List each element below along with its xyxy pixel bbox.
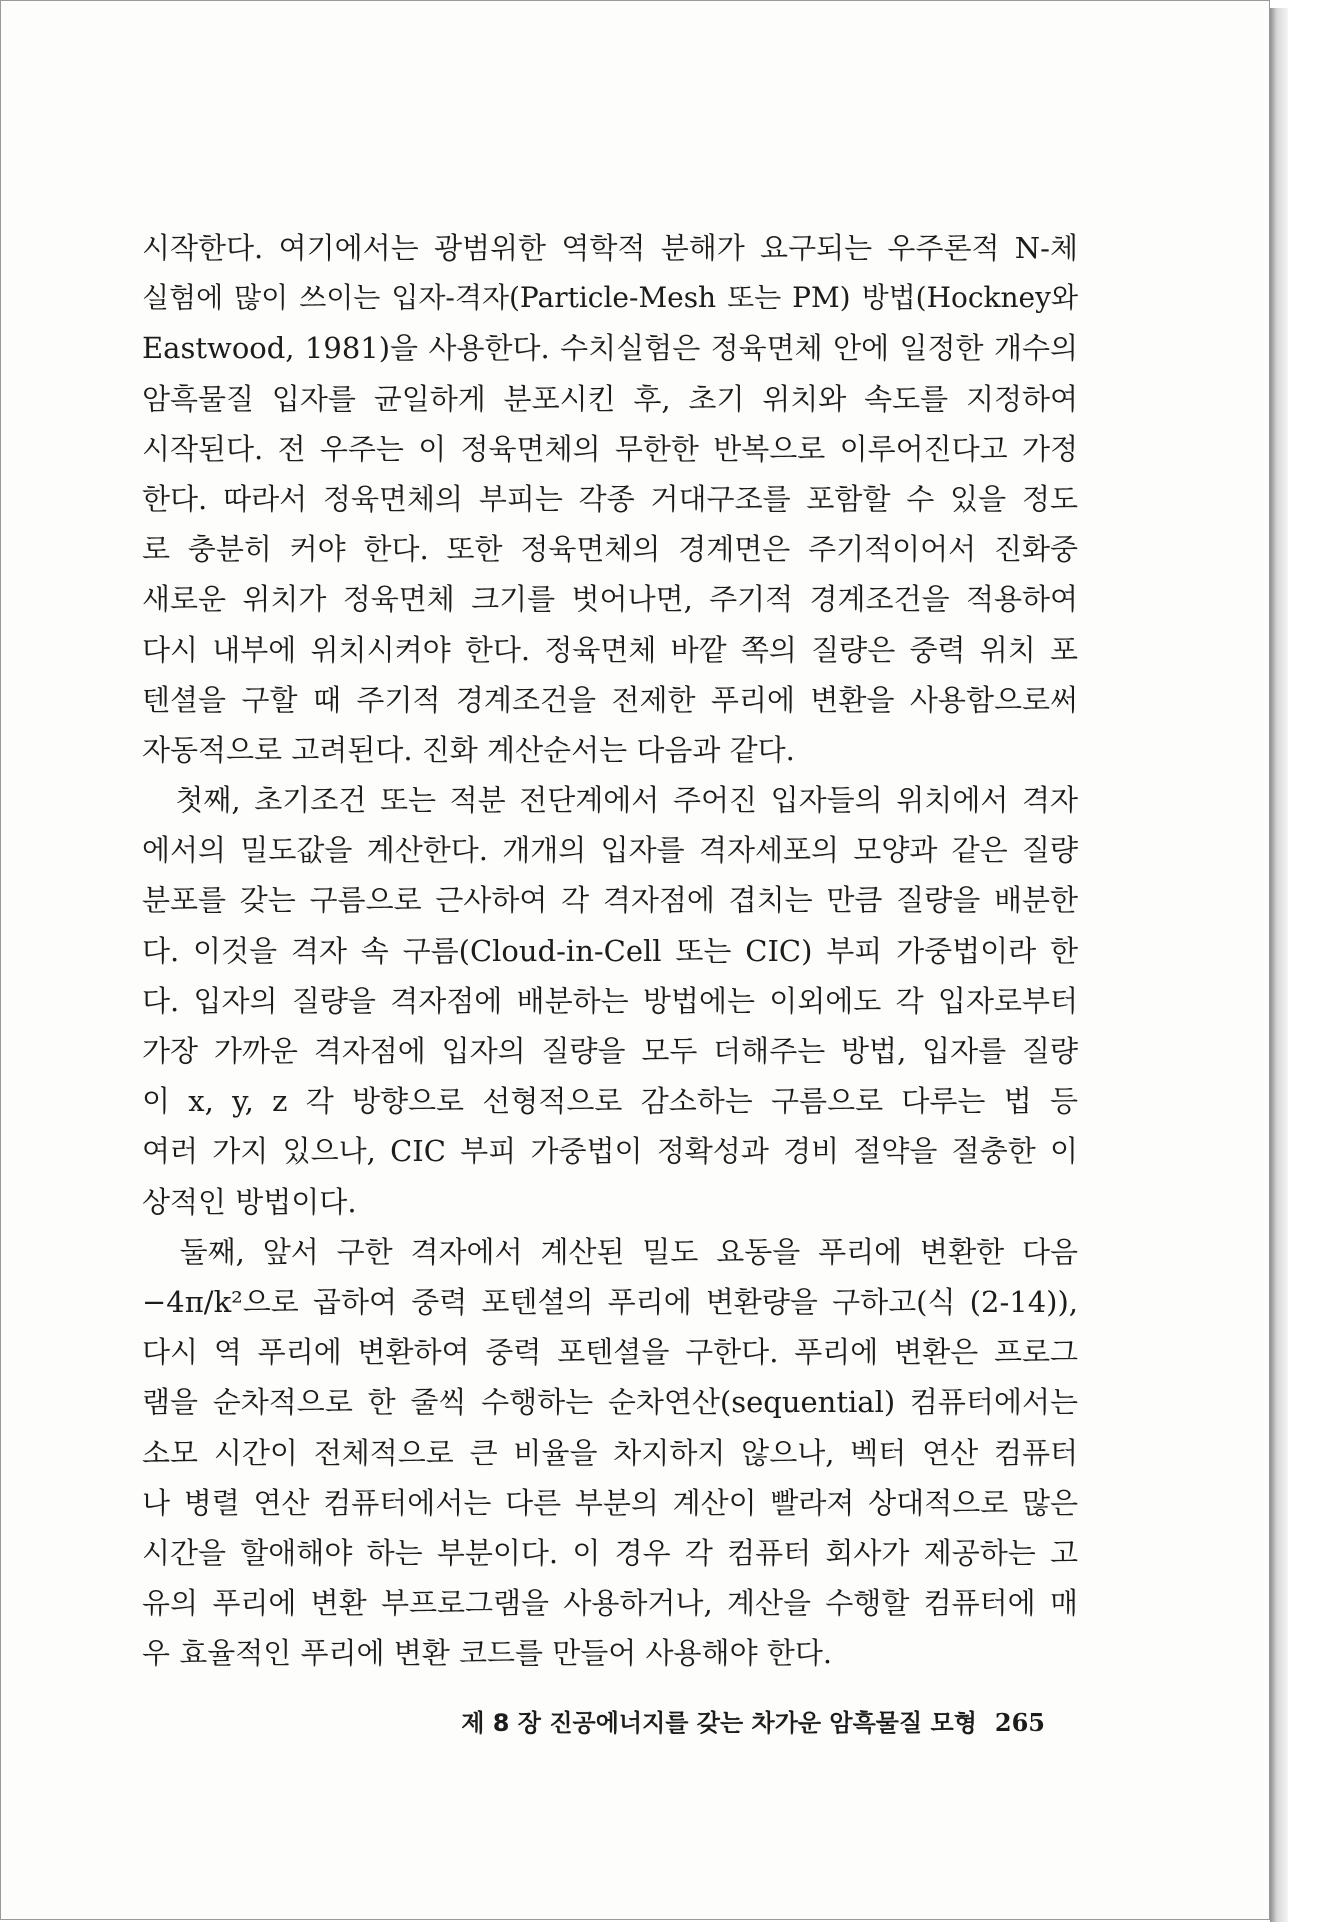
text-line: 다시 역 푸리에 변환하여 중력 포텐셜을 구한다. 푸리에 변환은 프로그 (142, 1335, 1078, 1370)
text-line: 새로운 위치가 정육면체 크기를 벗어나면, 주기적 경계조건을 적용하여 (142, 582, 1078, 617)
text-line: 이 x, y, z 각 방향으로 선형적으로 감소하는 구름으로 다루는 법 등 (142, 1084, 1078, 1119)
page-number: 265 (994, 1708, 1045, 1737)
paragraph-3 (142, 1227, 1078, 1679)
text-line: Eastwood, 1981)을 사용한다. 수치실험은 정육면체 안에 일정한 개수의 (142, 331, 1078, 366)
text-line: 둘째, 앞서 구한 격자에서 계산된 밀도 요동을 푸리에 변환한 다음 (142, 1234, 1078, 1269)
text-line: 램을 순차적으로 한 줄씩 수행하는 순차연산(sequential) 컴퓨터에서는 (142, 1385, 1078, 1420)
text-line: 다시 내부에 위치시켜야 한다. 정육면체 바깥 쪽의 질량은 중력 위치 포 (142, 632, 1078, 667)
running-footer (421, 1703, 1045, 1738)
page-edge-shadow (1270, 8, 1288, 1922)
paragraph-2 (142, 775, 1078, 1227)
text-line: 로 충분히 커야 한다. 또한 정육면체의 경계면은 주기적이어서 진화중 (142, 532, 1078, 567)
text-line: 가장 가까운 격자점에 입자의 질량을 모두 더해주는 방법, 입자를 질량 (142, 1034, 1078, 1068)
text-line: 실험에 많이 쓰이는 입자-격자(Particle-Mesh 또는 PM) 방법(Hockney와 (142, 281, 1078, 315)
text-line: 우 효율적인 푸리에 변환 코드를 만들어 사용해야 한다. (142, 1636, 833, 1671)
text-line: 소모 시간이 전체적으로 큰 비율을 차지하지 않으나, 벡터 연산 컴퓨터 (142, 1435, 1078, 1470)
text-line: 텐셜을 구할 때 주기적 경계조건을 전제한 푸리에 변환을 사용함으로써 (142, 682, 1078, 717)
text-line: 나 병렬 연산 컴퓨터에서는 다른 부분의 계산이 빨라져 상대적으로 많은 (142, 1485, 1078, 1520)
text-line: 다. 입자의 질량을 격자점에 배분하는 방법에는 이외에도 각 입자로부터 (142, 983, 1078, 1018)
text-line: 분포를 갖는 구름으로 근사하여 각 격자점에 겹치는 만큼 질량을 배분한 (142, 883, 1078, 918)
text-line: −4π/k²으로 곱하여 중력 포텐셜의 푸리에 변환량을 구하고(식 (2-14)), (142, 1284, 1078, 1319)
text-line: 시작된다. 전 우주는 이 정육면체의 무한한 반복으로 이루어진다고 가정 (142, 431, 1078, 466)
body-text (142, 223, 1078, 1678)
text-line: 암흑물질 입자를 균일하게 분포시킨 후, 초기 위치와 속도를 지정하여 (142, 381, 1078, 416)
text-line: 에서의 밀도값을 계산한다. 개개의 입자를 격자세포의 모양과 같은 질량 (142, 833, 1078, 868)
text-line: 시간을 할애해야 하는 부분이다. 이 경우 각 컴퓨터 회사가 제공하는 고 (142, 1535, 1078, 1570)
text-line: 첫째, 초기조건 또는 적분 전단계에서 주어진 입자들의 위치에서 격자 (142, 783, 1078, 818)
text-line: 다. 이것을 격자 속 구름(Cloud-in-Cell 또는 CIC) 부피 가중법이라 한 (142, 933, 1078, 968)
paragraph-1 (142, 223, 1078, 775)
text-line: 시작한다. 여기에서는 광범위한 역학적 분해가 요구되는 우주론적 N-체 (142, 231, 1078, 265)
text-line: 여러 가지 있으나, CIC 부피 가중법이 정확성과 경비 절약을 절충한 이 (142, 1134, 1078, 1169)
text-line: 상적인 방법이다. (142, 1184, 357, 1219)
text-line: 자동적으로 고려된다. 진화 계산순서는 다음과 같다. (142, 732, 795, 767)
text-line: 유의 푸리에 변환 부프로그램을 사용하거나, 계산을 수행할 컴퓨터에 매 (142, 1586, 1078, 1621)
text-line: 한다. 따라서 정육면체의 부피는 각종 거대구조를 포함할 수 있을 정도 (142, 481, 1078, 516)
chapter-title: 제 8 장 진공에너지를 갖는 차가운 암흑물질 모형 (461, 1709, 977, 1737)
